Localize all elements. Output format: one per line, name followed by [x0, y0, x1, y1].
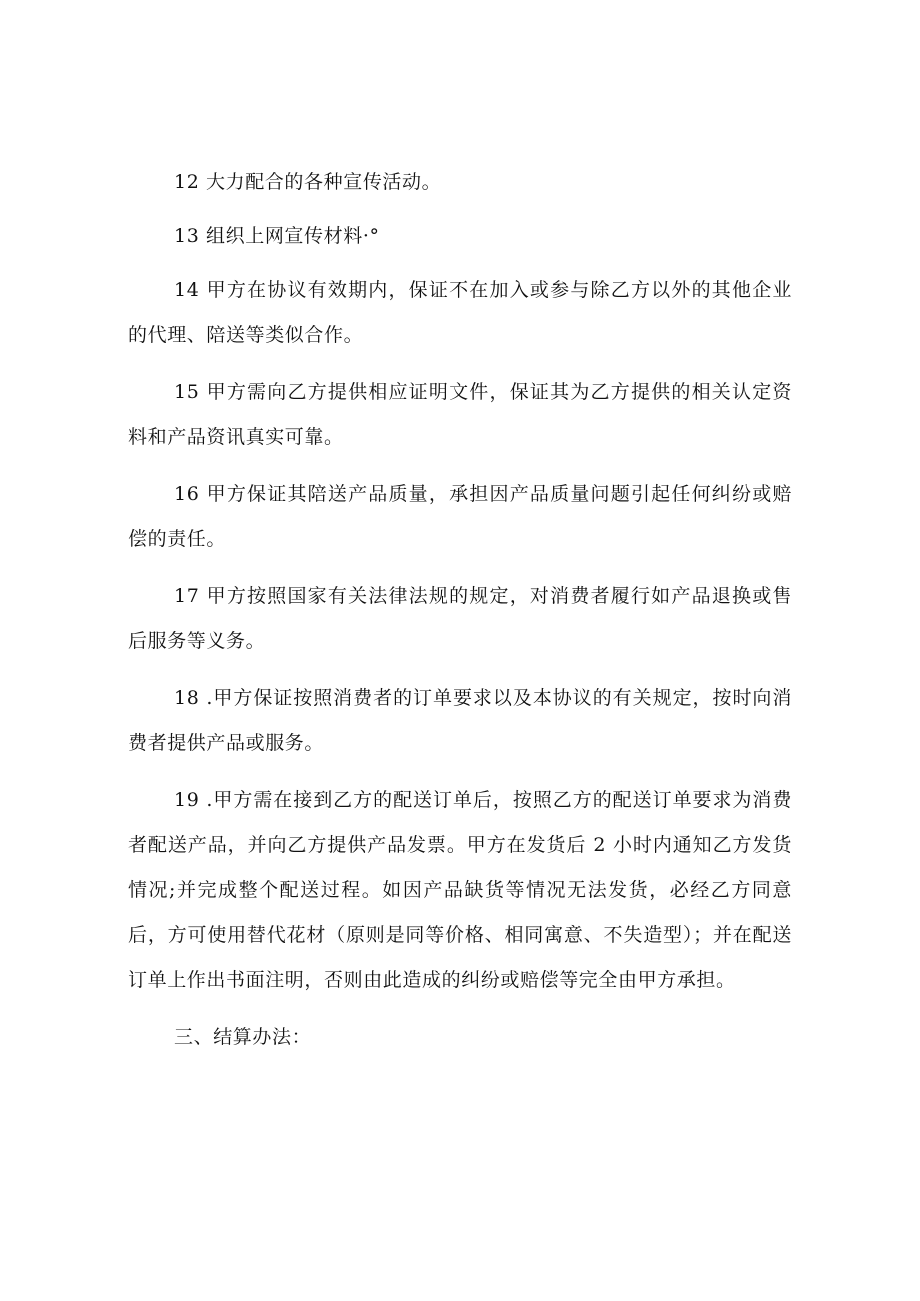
document-body [128, 160, 792, 1069]
paragraph-16: 16 甲方保证其陪送产品质量，承担因产品质量问题引起任何纠纷或赔偿的责任。 [128, 483, 792, 550]
paragraph-12: 12 大力配合的各种宣传活动。 [174, 171, 442, 193]
paragraph-18: 18 .甲方保证按照消费者的订单要求以及本协议的有关规定，按时向消费者提供产品或服务。 [128, 687, 792, 754]
paragraph-19: 19 .甲方需在接到乙方的配送订单后，按照乙方的配送订单要求为消费者配送产品，并向乙方提供产品发票。甲方在发货后 2 小时内通知乙方发货情况;并完成整个配送过程。如因产品缺货等情况无法发货，必经乙方同意后，方可使用替代花材（原则是同等价格、相同寓意、不失造型）；并在配送订单上作出书面注明，否则由此造成的纠纷或赔偿等完全由甲方承担。 [128, 789, 792, 991]
paragraph-14: 14 甲方在协议有效期内，保证不在加入或参与除乙方以外的其他企业的代理、陪送等类似合作。 [128, 279, 792, 346]
section-heading-settlement: 三、结算办法： [174, 1026, 312, 1048]
paragraph-15: 15 甲方需向乙方提供相应证明文件，保证其为乙方提供的相关认定资料和产品资讯真实可靠。 [128, 381, 792, 448]
paragraph-13: 13 组织上网宣传材料·° [174, 225, 380, 247]
paragraph-17: 17 甲方按照国家有关法律法规的规定，对消费者履行如产品退换或售后服务等义务。 [128, 585, 792, 652]
